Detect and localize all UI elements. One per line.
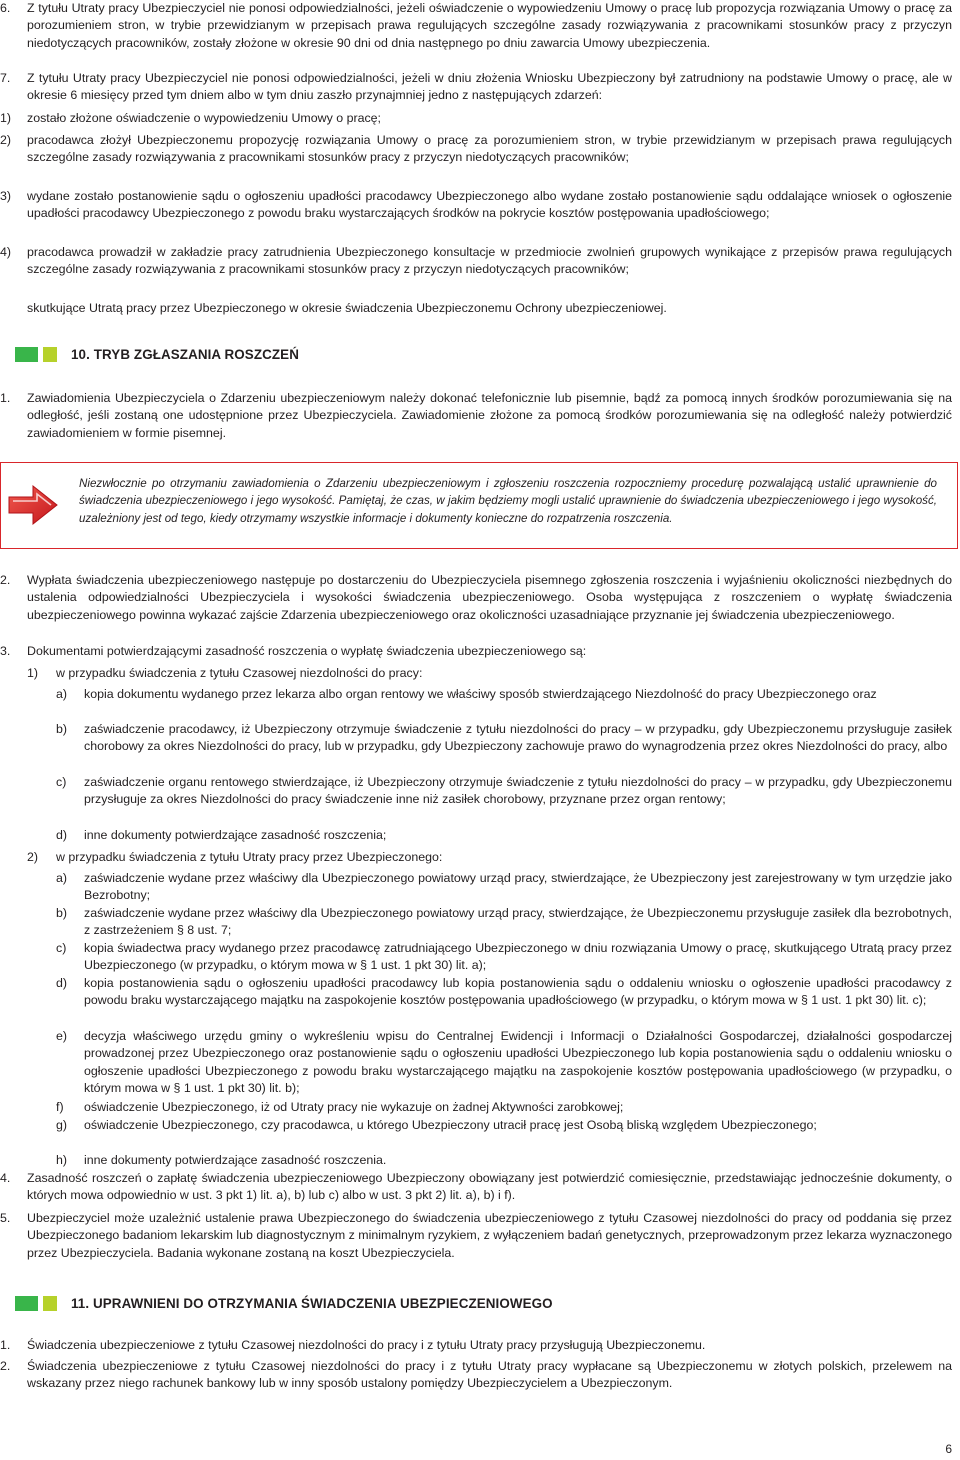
paragraph-6 (0, 0, 952, 52)
item-number: c) (56, 941, 67, 955)
heading-marker-icon (43, 1296, 57, 1311)
list-item (56, 686, 952, 703)
item-text: inne dokumenty potwierdzające zasadność roszczenia. (84, 1153, 387, 1167)
list-item (56, 1099, 952, 1116)
list-item (0, 110, 952, 127)
note-text: Niezwłocznie po otrzymaniu zawiadomienia o Zdarzeniu ubezpieczeniowym i zgłoszeniu roszczenia rozpoczniemy procedurę pozwalającą ustalić uprawnienie do świadczenia ubezpieczeniowego i jego wysokość. Pamiętaj, że czas, w jakim będziemy mogli ustalić uprawnienie do świadczenia ubezpieczeniowego i jego wysokość, uzależniony jest od tego, kiedy otrzymamy wszystkie informacje i dokumenty konieczne do rozpatrzenia roszczenia. (79, 477, 937, 525)
paragraph-11-2 (0, 1358, 952, 1393)
item-text: inne dokumenty potwierdzające zasadność roszczenia; (84, 828, 387, 842)
paragraph-10-5 (0, 1210, 952, 1262)
item-number: b) (56, 906, 68, 920)
item-text: kopia dokumentu wydanego przez lekarza albo organ rentowy we właściwy sposób stwierdzającego Niezdolność do pracy Ubezpieczonego oraz (84, 687, 877, 701)
paragraph-number: 7. (0, 71, 11, 85)
item-number: g) (56, 1118, 68, 1132)
item-text: wydane zostało postanowienie sądu o ogłoszeniu upadłości pracodawcy Ubezpieczonego albo wydane zostało postanowienie sądu oddalające wniosek o ogłoszenie upadłości pracodawcy Ubezpieczonego z powodu braku wystarczających środków na pokrycie kosztów postępowania upadłościowego; (27, 189, 952, 221)
item-text: zostało złożone oświadczenie o wypowiedzeniu Umowy o pracę; (27, 111, 382, 125)
paragraph-text: Z tytułu Utraty pracy Ubezpieczyciel nie ponosi odpowiedzialności, jeżeli w dniu złożenia Wniosku Ubezpieczony był zatrudniony na podstawie Umowy o pracę, ale w okresie 6 miesięcy przed tym dniem albo w tym dniu zaszło przynajmniej jedno z następujących zdarzeń: (27, 71, 952, 103)
paragraph-number: 3. (0, 644, 11, 658)
info-note-box (0, 462, 958, 549)
item-text: kopia świadectwa pracy wydanego przez pracodawcę zatrudniającego Ubezpieczonego w dniu rozwiązania Umowy o pracę, skutkującego Utratą pracy przez Ubezpieczonego (w przypadku, o którym mowa w § 1 ust. 1 pkt 30) lit. a); (84, 941, 952, 973)
item-number: e) (56, 1029, 68, 1043)
item-number: a) (56, 687, 68, 701)
item-number: 2) (27, 850, 39, 864)
heading-marker-icon (15, 1296, 38, 1311)
paragraph-closing: skutkujące Utratą pracy przez Ubezpieczonego w okresie świadczenia Ubezpieczonemu Ochrony ubezpieczeniowej. (27, 301, 667, 315)
item-number: h) (56, 1153, 68, 1167)
paragraph-7 (0, 70, 952, 105)
item-number: d) (56, 828, 68, 842)
paragraph-text: Ubezpieczyciel może uzależnić ustalenie prawa Ubezpieczonego do świadczenia ubezpieczeniowego z tytułu Czasowej niezdolności do pracy od poddania się przez Ubezpieczonego badaniom lekarskim lub diagnostycznym z minimalnym ryzykiem, z wyłączeniem badań genetycznych, przeprowadzonym przez lekarza wyznaczonego przez Ubezpieczyciela. Badania wykonane zostaną na koszt Ubezpieczyciela. (27, 1211, 952, 1260)
paragraph-number: 4. (0, 1171, 11, 1185)
list-item (56, 774, 952, 809)
paragraph-10-3 (0, 643, 952, 660)
heading-marker-icon (15, 347, 38, 362)
item-number: f) (56, 1100, 64, 1114)
item-number: 3) (0, 189, 12, 203)
item-text: zaświadczenie organu rentowego stwierdzające, iż Ubezpieczony otrzymuje świadczenie z tytułu niezdolności do pracy – w przypadku, gdy Ubezpieczonemu przysługuje za okres Niezdolności do pracy świadczenie inne niż zasiłek chorobowy, przyznane przez organ rentowy; (84, 775, 952, 807)
item-text: oświadczenie Ubezpieczonego, czy pracodawca, u którego Ubezpieczony utracił pracę jest Osobą bliską względem Ubezpieczonego; (84, 1118, 817, 1132)
item-number: c) (56, 775, 67, 789)
paragraph-text: Zasadność roszczeń o zapłatę świadczenia ubezpieczeniowego Ubezpieczony obowiązany jest potwierdzić comiesięcznie, przedstawiając jednocześnie dokumenty, o których mowa odpowiednio w ust. 3 pkt 1) lit. a), b) lub c) albo w ust. 3 pkt 2) lit. a), b) i f). (27, 1171, 952, 1203)
item-text: decyzja właściwego urzędu gminy o wykreśleniu wpisu do Centralnej Ewidencji i Informacji o Działalności Gospodarczej, działalności gospodarczej prowadzonej przez Ubezpieczonego oraz postanowienie sądu o ogłoszeniu upadłości Ubezpieczonego lub kopia postanowienia sądu o oddaleniu wniosku o ogłoszenie upadłości Ubezpieczonego z powodu braku wystarczającego majątku na zaspokojenie kosztów postępowania upadłościowego (w przypadku, o którym mowa w § 1 ust. 1 pkt 30) lit. b); (84, 1029, 952, 1095)
paragraph-10-1 (0, 390, 952, 442)
item-text: zaświadczenie wydane przez właściwy dla Ubezpieczonego powiatowy urząd pracy, stwierdzające, że Ubezpieczony jest zarejestrowany w tym urzędzie jako Bezrobotny; (84, 871, 952, 903)
list-item (56, 721, 952, 756)
paragraph-number: 1. (0, 391, 11, 405)
item-text: pracodawca złożył Ubezpieczonemu propozycję rozwiązania Umowy o pracę za porozumieniem stron, w trybie przewidzianym w przepisach prawa regulujących szczególne zasady rozwiązywania z pracownikami stosunków pracy z przyczyn niedotyczących pracowników; (27, 133, 952, 165)
section-title: 11. UPRAWNIENI DO OTRZYMANIA ŚWIADCZENIA UBEZPIECZENIOWEGO (71, 1296, 553, 1311)
list-item (56, 1028, 952, 1097)
section-heading-11 (15, 1295, 553, 1312)
item-text: zaświadczenie pracodawcy, iż Ubezpieczony otrzymuje świadczenie z tytułu niezdolności do pracy – w przypadku, gdy Ubezpieczonemu przysługuje zasiłek chorobowy za okres Niezdolności do pracy, lub w przypadku, gdy Ubezpieczony zachowuje prawo do wynagrodzenia przez okres Niezdolności do pracy, albo (84, 722, 952, 754)
item-text: w przypadku świadczenia z tytułu Czasowej niezdolności do pracy: (56, 666, 423, 680)
page-number: 6 (945, 1442, 952, 1456)
item-text: oświadczenie Ubezpieczonego, iż od Utraty pracy nie wykazuje on żadnej Aktywności zarobkowej; (84, 1100, 624, 1114)
paragraph-text: Wypłata świadczenia ubezpieczeniowego następuje po dostarczeniu do Ubezpieczyciela pisemnego zgłoszenia roszczenia i wyjaśnieniu okoliczności niezbędnych do ustalenia odpowiedzialności Ubezpieczyciela i wysokości świadczenia ubezpieczeniowego. Osoba występująca z roszczeniem o wypłatę świadczenia ubezpieczeniowego powinna wykazać zajście Zdarzenia ubezpieczeniowego oraz okoliczności uzasadniające przyznanie jej świadczenia ubezpieczeniowego. (27, 573, 952, 622)
item-text: kopia postanowienia sądu o ogłoszeniu upadłości pracodawcy lub kopia postanowienia sądu o oddaleniu wniosku o ogłoszenie upadłości pracodawcy z powodu braku wystarczającego majątku na zaspokojenie kosztów postępowania upadłościowego (w przypadku, o którym mowa w § 1 ust. 1 pkt 30) lit. c); (84, 976, 952, 1008)
list-item (56, 940, 952, 975)
list-item (56, 870, 952, 905)
red-arrow-icon (7, 483, 59, 527)
paragraph-text: Świadczenia ubezpieczeniowe z tytułu Czasowej niezdolności do pracy i z tytułu Utraty pracy wypłacane są Ubezpieczonemu w złotych polskich, przelewem na wskazany przez niego rachunek bankowy lub w inny sposób ustalony pomiędzy Ubezpieczycielem a Ubezpieczonym. (27, 1359, 952, 1391)
item-number: b) (56, 722, 68, 736)
section-heading-10 (15, 346, 299, 363)
paragraph-11-1 (0, 1337, 952, 1354)
list-item (27, 849, 952, 866)
paragraph-text: Dokumentami potwierdzającymi zasadność roszczenia o wypłatę świadczenia ubezpieczeniowego są: (27, 644, 587, 658)
item-text: zaświadczenie wydane przez właściwy dla Ubezpieczonego powiatowy urząd pracy, stwierdzające, że Ubezpieczonemu przysługuje zasiłek dla bezrobotnych, z zastrzeżeniem § 8 ust. 7; (84, 906, 952, 938)
paragraph-text: Z tytułu Utraty pracy Ubezpieczyciel nie ponosi odpowiedzialności, jeżeli oświadczenie o wypowiedzeniu Umowy o pracę lub propozycja rozwiązania Umowy o pracę za porozumieniem stron, w trybie przewidzianym w przepisach prawa regulujących szczególne zasady rozwiązywania z pracownikami stosunków pracy z przyczyn niedotyczących pracowników, zostały złożone w okresie 90 dni od dnia następnego po dniu zawarcia Umowy ubezpieczenia. (27, 1, 952, 50)
item-text: w przypadku świadczenia z tytułu Utraty pracy przez Ubezpieczonego: (56, 850, 443, 864)
list-item (0, 244, 952, 279)
list-item (27, 665, 952, 682)
paragraph-number: 6. (0, 1, 11, 15)
item-number: a) (56, 871, 68, 885)
paragraph-number: 2. (0, 1359, 11, 1373)
paragraph-10-2 (0, 572, 952, 624)
paragraph-number: 2. (0, 573, 11, 587)
item-number: 4) (0, 245, 12, 259)
list-item (56, 975, 952, 1010)
item-number: 2) (0, 133, 12, 147)
list-item (56, 905, 952, 940)
paragraph-number: 5. (0, 1211, 11, 1225)
item-number: d) (56, 976, 68, 990)
paragraph-text: Świadczenia ubezpieczeniowe z tytułu Czasowej niezdolności do pracy i z tytułu Utraty pracy przysługują Ubezpieczonemu. (27, 1338, 706, 1352)
paragraph-number: 1. (0, 1338, 11, 1352)
item-text: pracodawca prowadził w zakładzie pracy zatrudnienia Ubezpieczonego konsultacje w przedmiocie zwolnień grupowych wynikające z przepisów prawa regulujących szczególne zasady rozwiązywania z pracownikami stosunków pracy z przyczyn niedotyczących pracowników; (27, 245, 952, 277)
item-number: 1) (0, 111, 12, 125)
heading-marker-icon (43, 347, 57, 362)
list-item (56, 1117, 952, 1134)
list-item (56, 1152, 952, 1169)
paragraph-text: Zawiadomienia Ubezpieczyciela o Zdarzeniu ubezpieczeniowym należy dokonać telefonicznie lub pisemnie, bądź za pomocą innych środków porozumiewania się na odległość, jeśli zostaną one udostępnione przez Ubezpieczyciela. Zawiadomienie złożone za pomocą środków porozumiewania się na odległość należy potwierdzić zawiadomieniem w formie pisemnej. (27, 391, 952, 440)
list-item (0, 132, 952, 167)
section-title: 10. TRYB ZGŁASZANIA ROSZCZEŃ (71, 347, 299, 362)
list-item (56, 827, 952, 844)
list-item (0, 188, 952, 223)
item-number: 1) (27, 666, 39, 680)
paragraph-10-4 (0, 1170, 952, 1205)
